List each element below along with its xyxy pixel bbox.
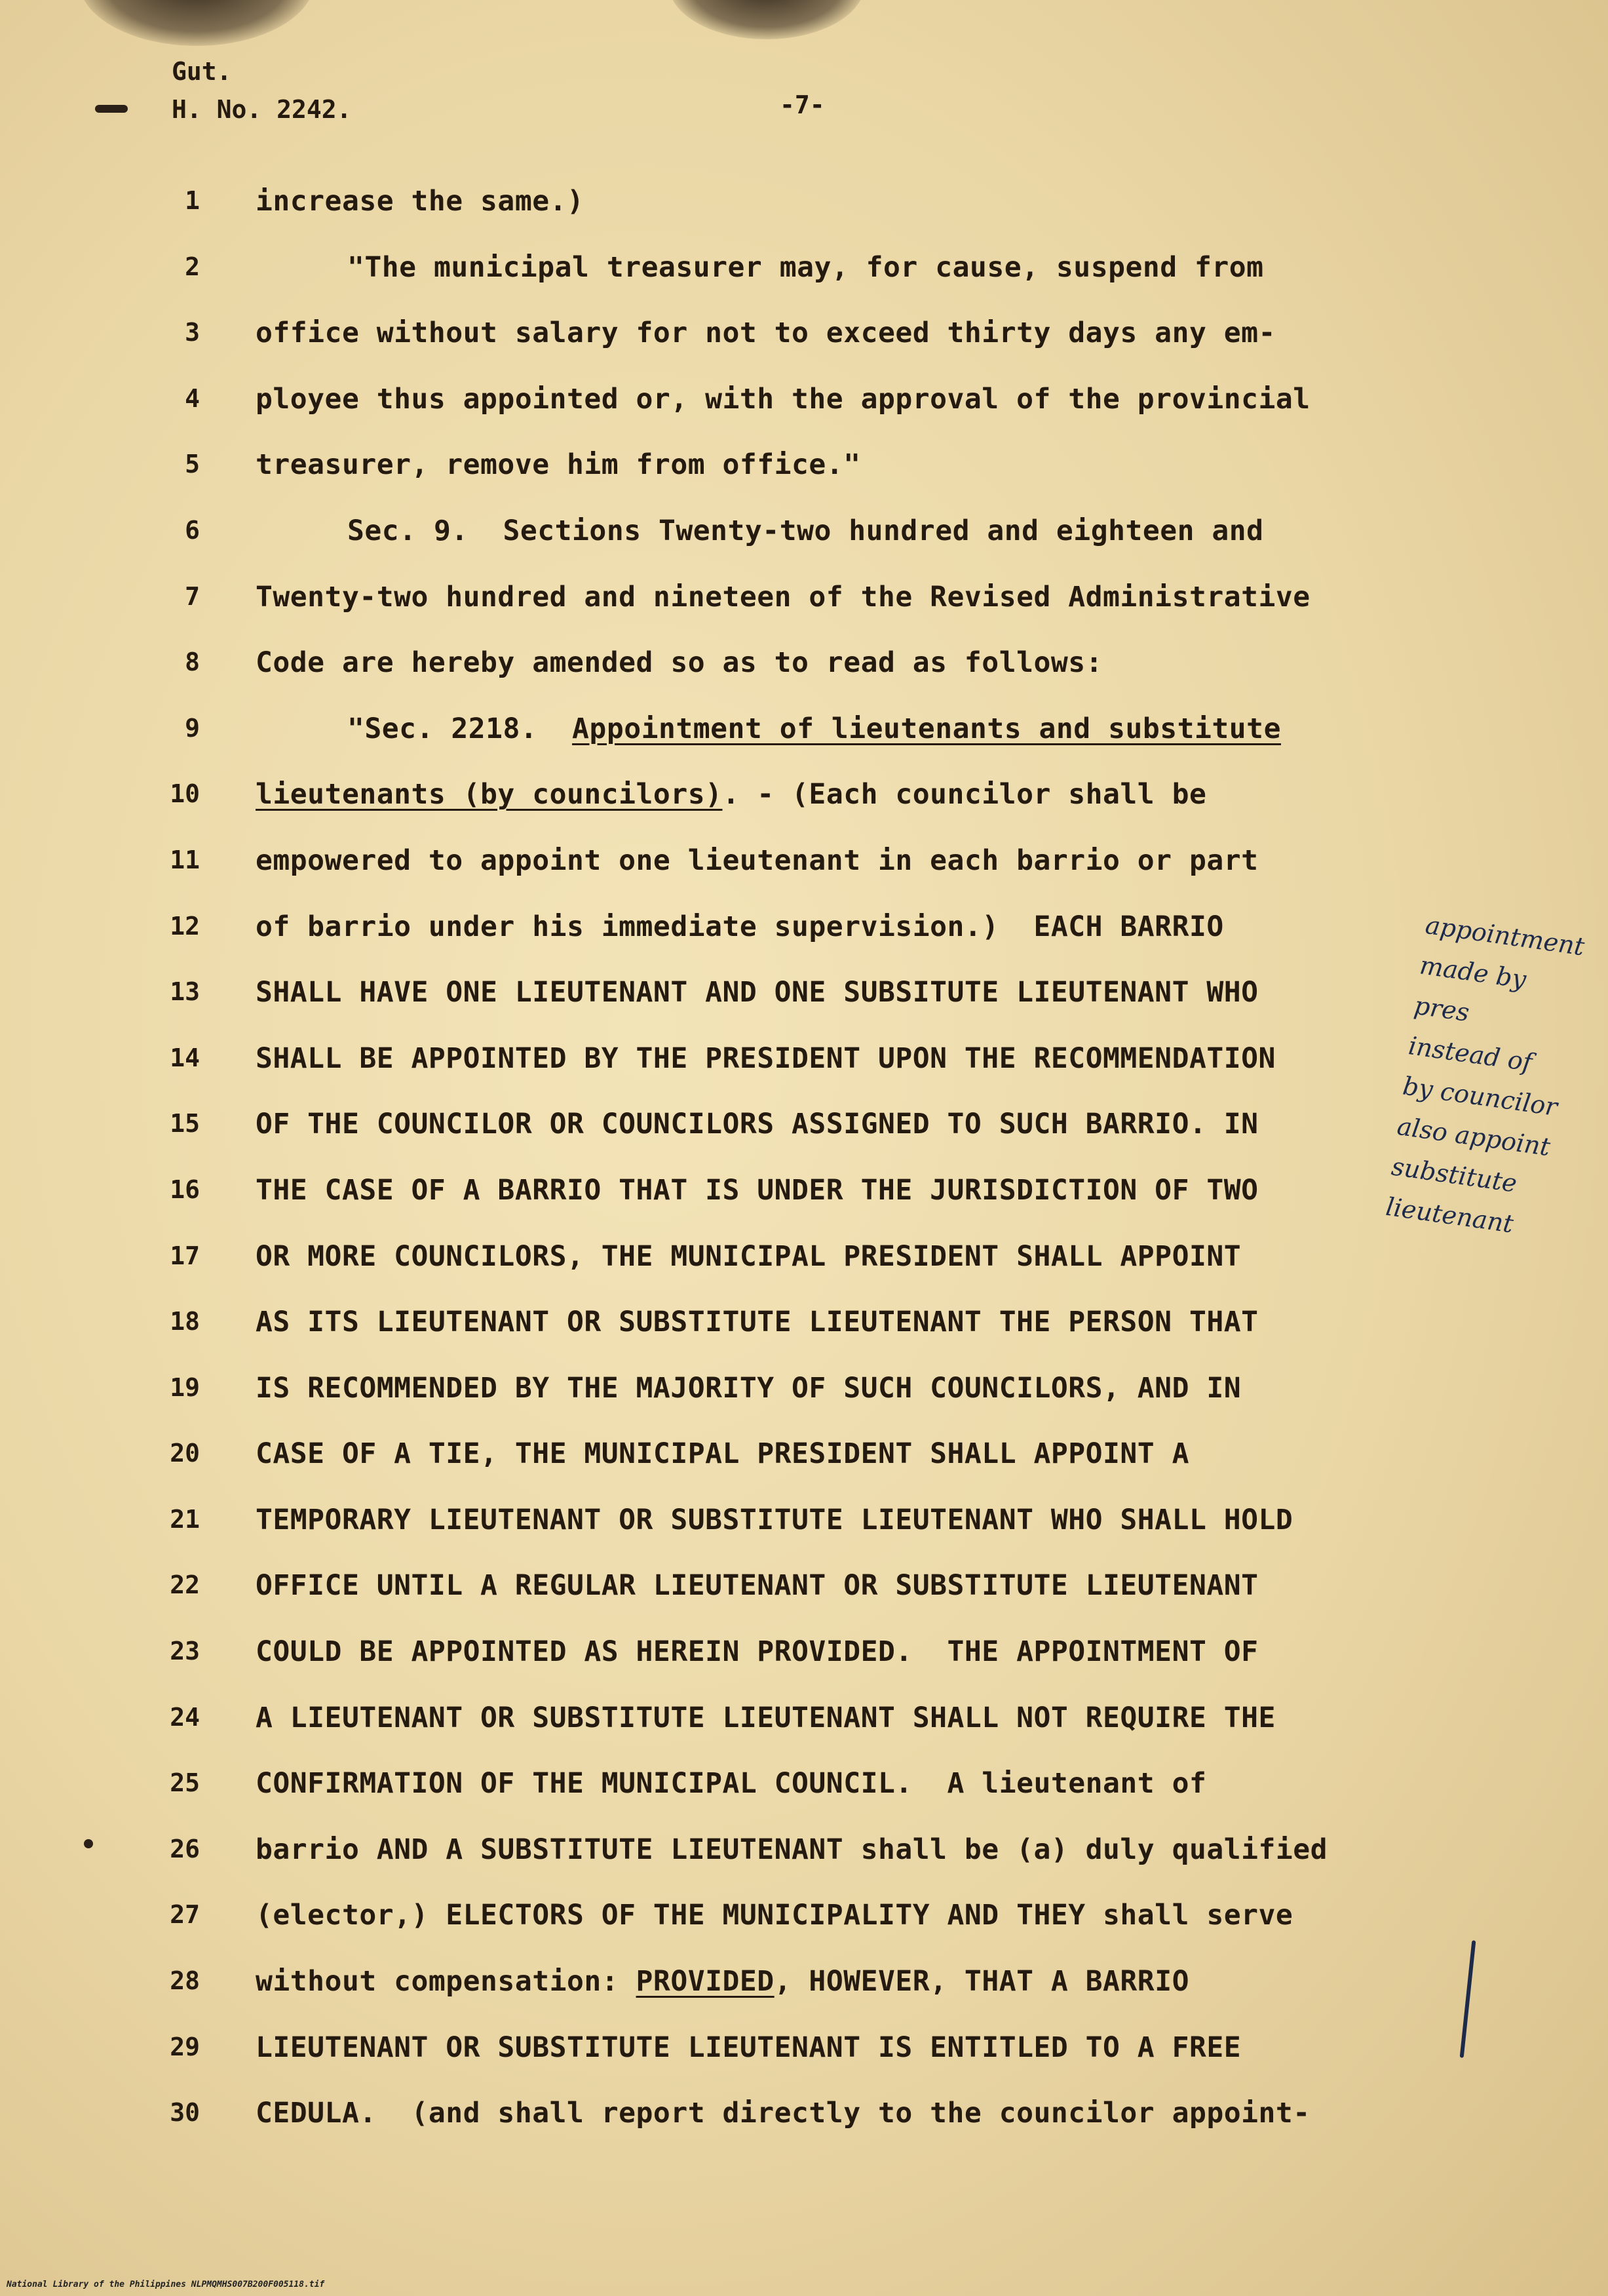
text-line [0, 838, 1608, 904]
line-text: THE CASE OF A BARRIO THAT IS UNDER THE JURISDICTION OF TWO [256, 1173, 1259, 1207]
line-number: 29 [170, 2032, 200, 2061]
text-line [0, 1299, 1608, 1365]
text-line [0, 1892, 1608, 1958]
margin-dot-mark [84, 1839, 93, 1848]
line-text: barrio AND A SUBSTITUTE LIEUTENANT shall be (a) duly qualified [256, 1833, 1328, 1866]
line-number: 30 [170, 2098, 200, 2128]
note-line: made by [1417, 950, 1528, 994]
numbered-text-body [0, 178, 1608, 2156]
house-number: H. No. 2242. [172, 95, 352, 124]
text-line [0, 1827, 1608, 1893]
line-text: increase the same.) [256, 185, 584, 218]
line-number: 12 [170, 911, 200, 941]
text-line [0, 904, 1608, 970]
note-line: lieutenant [1384, 1192, 1516, 1239]
line-number: 24 [170, 1702, 200, 1732]
line-text: office without salary for not to exceed thirty days any em- [256, 317, 1276, 350]
text-line [0, 1629, 1608, 1695]
text-line [0, 1695, 1608, 1761]
text-line [0, 1036, 1608, 1102]
line-text: A LIEUTENANT OR SUBSTITUTE LIEUTENANT SHALL NOT REQUIRE THE [256, 1701, 1276, 1734]
text-line [0, 706, 1608, 772]
document-header [172, 52, 352, 128]
line-text: of barrio under his immediate supervision.) EACH BARRIO [256, 910, 1224, 943]
line-number: 27 [170, 1900, 200, 1930]
text-line [0, 442, 1608, 508]
line-text: OF THE COUNCILOR OR COUNCILORS ASSIGNED TO SUCH BARRIO. IN [256, 1108, 1259, 1141]
line-text: SHALL HAVE ONE LIEUTENANT AND ONE SUBSITUTE LIEUTENANT WHO [256, 976, 1259, 1009]
line-text: Twenty-two hundred and nineteen of the Revised Administrative [256, 580, 1311, 613]
note-line: also appoint [1395, 1111, 1552, 1162]
text-line [0, 1167, 1608, 1234]
ink-stain [668, 0, 865, 39]
text-line [0, 574, 1608, 640]
text-line [0, 244, 1608, 311]
line-number: 23 [170, 1637, 200, 1666]
line-text: (elector,) ELECTORS OF THE MUNICIPALITY AND THEY shall serve [256, 1899, 1293, 1932]
line-number: 14 [170, 1043, 200, 1072]
line-number: 21 [170, 1504, 200, 1534]
line-text: TEMPORARY LIEUTENANT OR SUBSTITUTE LIEUTENANT WHO SHALL HOLD [256, 1503, 1293, 1536]
line-text: SHALL BE APPOINTED BY THE PRESIDENT UPON THE RECOMMENDATION [256, 1041, 1276, 1075]
line-number: 22 [170, 1570, 200, 1600]
line-number: 15 [170, 1109, 200, 1138]
line-text: CASE OF A TIE, THE MUNICIPAL PRESIDENT SHALL APPOINT A [256, 1437, 1189, 1471]
line-number: 3 [185, 318, 200, 347]
text-line [0, 1234, 1608, 1300]
line-text: OR MORE COUNCILORS, THE MUNICIPAL PRESIDENT SHALL APPOINT [256, 1239, 1242, 1273]
line-text: OFFICE UNTIL A REGULAR LIEUTENANT OR SUBSTITUTE LIEUTENANT [256, 1569, 1259, 1603]
line-text: Sec. 9. Sections Twenty-two hundred and eighteen and [347, 514, 1264, 547]
line-number: 1 [185, 186, 200, 215]
text-line [0, 310, 1608, 376]
text-line [0, 1101, 1608, 1167]
line-number: 28 [170, 1966, 200, 1996]
line-number: 6 [185, 515, 200, 545]
line-number: 13 [170, 977, 200, 1007]
line-number: 9 [185, 713, 200, 743]
note-line: substitute [1389, 1152, 1519, 1198]
line-text: lieutenants (by councilors). - (Each councilor shall be [256, 778, 1207, 811]
line-number: 19 [170, 1372, 200, 1402]
line-text: CEDULA. (and shall report directly to the councilor appoint- [256, 2097, 1311, 2130]
line-number: 10 [170, 779, 200, 809]
text-line [0, 1761, 1608, 1827]
page-number: -7- [780, 90, 825, 119]
text-line [0, 1497, 1608, 1563]
note-line: by councilor [1401, 1071, 1560, 1122]
text-line [0, 2025, 1608, 2091]
line-text: ployee thus appointed or, with the approval of the provincial [256, 382, 1311, 416]
line-number: 8 [185, 648, 200, 677]
line-number: 26 [170, 1834, 200, 1863]
line-text: "Sec. 2218. Appointment of lieutenants and substitute [347, 712, 1281, 745]
text-line [0, 1563, 1608, 1629]
text-line [0, 969, 1608, 1036]
line-number: 16 [170, 1175, 200, 1204]
line-text: LIEUTENANT OR SUBSTITUTE LIEUTENANT IS ENTITLED TO A FREE [256, 2031, 1242, 2064]
line-text: "The municipal treasurer may, for cause, suspend from [347, 250, 1264, 284]
line-text: Code are hereby amended so as to read as follows: [256, 646, 1103, 680]
text-line [0, 1365, 1608, 1431]
line-number: 2 [185, 252, 200, 281]
text-line [0, 1958, 1608, 2025]
line-text: treasurer, remove him from office." [256, 448, 861, 482]
note-line: instead of [1406, 1031, 1534, 1078]
note-line: appointment [1423, 910, 1586, 962]
text-line [0, 771, 1608, 838]
text-line [0, 178, 1608, 244]
note-line: pres [1412, 990, 1472, 1028]
line-number: 5 [185, 450, 200, 479]
line-number: 25 [170, 1768, 200, 1798]
line-number: 20 [170, 1439, 200, 1468]
line-number: 4 [185, 383, 200, 413]
archive-footer: National Library of the Philippines NLPMQMHS007B200F005118.tif [7, 2280, 325, 2289]
line-text: COULD BE APPOINTED AS HEREIN PROVIDED. THE APPOINTMENT OF [256, 1635, 1259, 1669]
line-text: AS ITS LIEUTENANT OR SUBSTITUTE LIEUTENANT THE PERSON THAT [256, 1306, 1259, 1339]
text-line [0, 508, 1608, 574]
text-line [0, 1431, 1608, 1497]
ink-stain [79, 0, 315, 46]
line-number: 7 [185, 581, 200, 611]
text-line [0, 640, 1608, 706]
line-text: IS RECOMMENDED BY THE MAJORITY OF SUCH COUNCILORS, AND IN [256, 1371, 1242, 1405]
line-number: 11 [170, 845, 200, 874]
line-text: without compensation: PROVIDED, HOWEVER, THAT A BARRIO [256, 1965, 1189, 1998]
margin-dash-mark [95, 105, 128, 113]
line-text: empowered to appoint one lieutenant in each barrio or part [256, 844, 1259, 877]
text-line [0, 376, 1608, 442]
gut-label: Gut. [172, 57, 232, 86]
line-number: 18 [170, 1307, 200, 1336]
line-text: CONFIRMATION OF THE MUNICIPAL COUNCIL. A lieutenant of [256, 1767, 1207, 1800]
text-line [0, 2090, 1608, 2156]
line-number: 17 [170, 1241, 200, 1270]
